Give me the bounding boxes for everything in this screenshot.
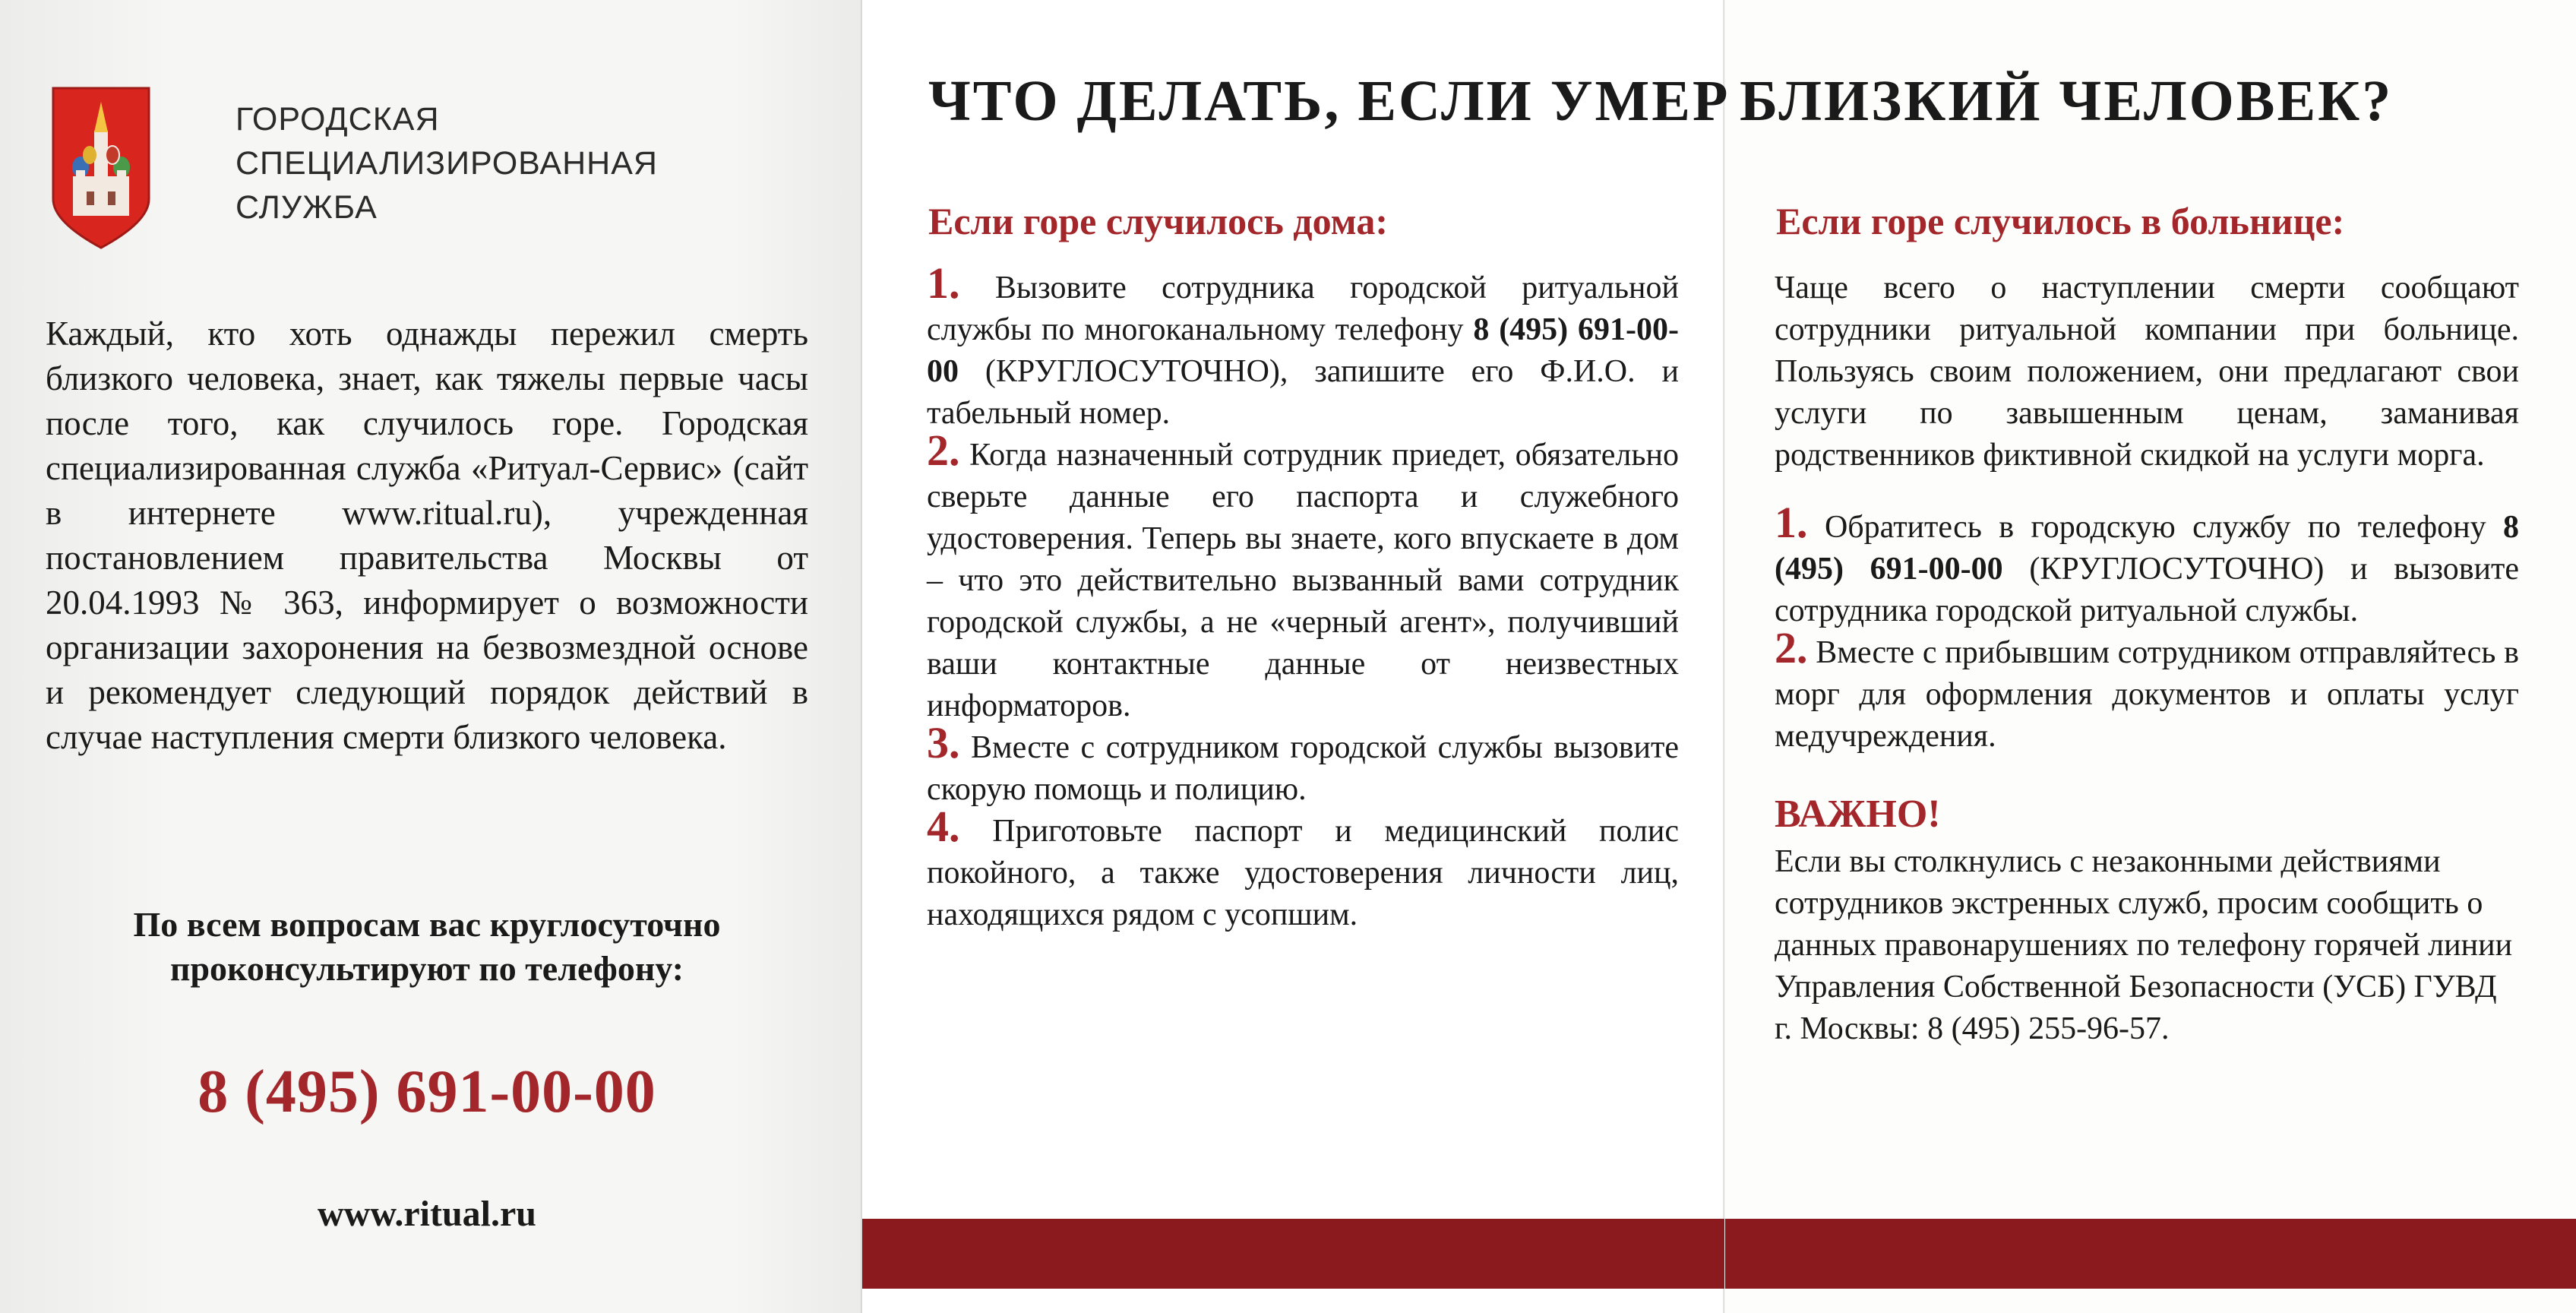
step-text: Приготовьте паспорт и медицинский полис покойного, а также удостоверения личности лиц, находящихся рядом с усопшим. (927, 814, 1679, 932)
step-text: Вместе с сотрудником городской службы вызовите скорую помощь и полицию. (927, 730, 1679, 807)
step-number: 1. (927, 258, 960, 308)
step-item (1775, 623, 2520, 758)
hospital-section-heading: Если горе случилось в больнице: (1776, 200, 2345, 242)
website-link[interactable]: www.ritual.ru (318, 1194, 536, 1234)
main-title-part-1: ЧТО ДЕЛАТЬ, ЕСЛИ УМЕР (928, 69, 1731, 133)
step-item (927, 718, 1679, 811)
step-number: 2. (927, 426, 960, 475)
step-text: (КРУГЛОСУТОЧНО), запишите его Ф.И.О. и табельный номер. (927, 354, 1679, 431)
intro-paragraph: Каждый, кто хоть однажды пережил смерть близкого человека, знает, как тяжелы первые часы после того, как случилось горе. Городская специализированная служба «Ритуал-Сервис» (сайт в интернете www.ritual.ru), учрежденная постановлением правительства Москвы от 20.04.1993 № 363, информирует о возможности организации захоронения на безвозмездной основе и рекомендует следующий порядок действий в случае наступления смерти близкого человека. (46, 315, 808, 756)
city-service-logo (50, 85, 152, 251)
step-text: Когда назначенный сотрудник приедет, обязательно сверьте данные его паспорта и служебного удостоверения. Теперь вы знаете, кого впускаете в дом – что это действительно вызванный вами сотрудник городской службы, а не «черный агент», получивший ваши контактные данные от неизвестных информаторов. (927, 438, 1679, 723)
hotline-phone: 8 (495) 691-00-00 (198, 1058, 656, 1125)
step-text: Обратитесь в городскую службу по телефону (1824, 510, 2486, 545)
step-item (1775, 498, 2520, 632)
step-item (927, 426, 1679, 727)
contact-lead-line: проконсультируют по телефону: (169, 949, 684, 988)
step-number: 1. (1775, 498, 1808, 547)
step-number: 3. (927, 718, 960, 767)
logo-text (235, 97, 658, 229)
hospital-steps (1775, 267, 2519, 1050)
contact-lead-line: По всем вопросам вас круглосуточно (133, 905, 721, 944)
step-item (927, 258, 1680, 435)
home-section-heading: Если горе случилось дома: (928, 200, 1389, 242)
step-text: Вызовите сотрудника городской ритуальной службы по многоканальному телефону (927, 271, 1680, 347)
logo-line: СПЕЦИАЛИЗИРОВАННАЯ (235, 145, 658, 182)
home-steps (927, 258, 1680, 936)
step-number: 4. (927, 802, 960, 851)
logo-line: СЛУЖБА (235, 189, 378, 226)
step-text: Вместе с прибывшим сотрудником отправляйтесь в морг для оформления документов и оплаты услуг медучреждения. (1775, 635, 2520, 754)
important-heading: ВАЖНО! (1775, 793, 1941, 836)
important-text: Если вы столкнулись с незаконными действиями сотрудников экстренных служб, просим сообщить о данных правонарушениях по телефону горячей линии Управления Собственной Безопасности (УСБ) ГУВД г. Москвы: 8 (495) 255-96-57. (1775, 844, 2513, 1046)
step-phone: 8 (495) 691-00-00 (1775, 510, 2520, 587)
hospital-intro: Чаще всего о наступлении смерти сообщают сотрудники ритуальной компании при больнице. Пользуясь своим положением, они предлагают свои услуги по завышенным ценам, заманивая родственников фиктивной скидкой на услуги морга. (1775, 271, 2519, 473)
bottom-red-band-middle (862, 1219, 1724, 1289)
step-text: (КРУГЛОСУТОЧНО) и вызовите сотрудника городской ритуальной службы. (1775, 552, 2519, 628)
main-title-part-2: БЛИЗКИЙ ЧЕЛОВЕК? (1740, 69, 2394, 133)
bottom-red-band-right (1725, 1219, 2576, 1289)
step-phone: 8 (495) 691-00-00 (927, 312, 1679, 389)
contact-lead (46, 903, 808, 991)
step-number: 2. (1775, 623, 1808, 672)
step-item (927, 802, 1679, 936)
logo-line: ГОРОДСКАЯ (235, 101, 440, 138)
